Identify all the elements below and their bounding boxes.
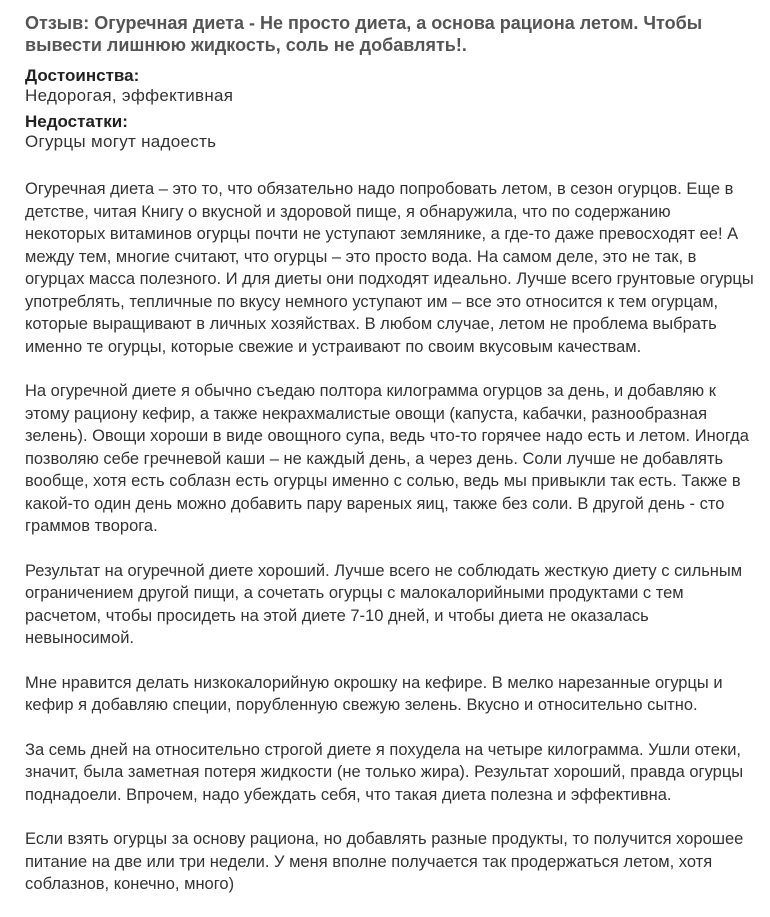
review-paragraph-6: Если взять огурцы за основу рациона, но добавлять разные продукты, то получится хорошее питание на две или три недели. У меня вполне получается так продержаться летом, хотя соблазнов, конечно, много) <box>25 830 744 893</box>
review-paragraph-3: Результат на огуречной диете хороший. Лучше всего не соблюдать жесткую диету с сильным ограничением другой пищи, а сочетать огурцы с малокалорийными продуктами с тем расчетом, чтобы просидеть на этой диете 7-10 дней, и чтобы диета не оказалась невыносимой. <box>25 561 743 647</box>
pros-label: Достоинства: <box>25 66 140 85</box>
review-paragraph-5: За семь дней на относительно строгой диете я похудела на четыре килограмма. Ушли отеки, значит, была заметная потеря жидкости (не только жира). Результат хороший, правда огурцы поднадоели. Впрочем, надо убеждать себя, что такая диета полезна и эффективна. <box>25 740 744 804</box>
cons-label: Недостатки: <box>25 112 128 131</box>
review-paragraph-4: Мне нравится делать низкокалорийную окрошку на кефире. В мелко нарезанные огурцы и кефир я добавляю специи, порубленную свежую зелень. Вкусно и относительно сытно. <box>25 673 723 714</box>
review-title: Отзыв: Огуречная диета - Не просто диета, а основа рациона летом. Чтобы вывести лишнюю жидкость, соль не добавлять!. <box>25 13 703 55</box>
cons-value: Огурцы могут надоесть <box>25 132 217 151</box>
review-paragraph-2: На огуречной диете я обычно съедаю полтора килограмма огурцов за день, и добавляю к этому рациону кефир, а также некрахмалистые овощи (капуста, кабачки, разнообразная зелень). Овощи хороши в виде овощного супа, ведь что-то горячее надо есть и летом. Иногда позволяю себе гречневой каши – не каждый день, а через день. Соли лучше не добавлять вообще, хотя есть соблазн есть огурцы именно с солью, ведь мы привыкли так есть. Также в какой-то один день можно добавить пару вареных яиц, также без соли. В другой день - сто граммов творога. <box>25 382 749 535</box>
review-paragraph-1: Огуречная диета – это то, что обязательно надо попробовать летом, в сезон огурцов. Еще в детстве, читая Книгу о вкусной и здоровой пище, я обнаружила, что по содержанию некоторых витаминов огурцы почти не уступают землянике, а где-то даже превосходят ее! А между тем, многие считают, что огурцы – это просто вода. На самом деле, это не так, в огурцах масса полезного. И для диеты они подходят идеально. Лучше всего грунтовые огурцы употреблять, тепличные по вкусу немного уступают им – все это относится к тем огурцам, которые выращивают в личных хозяйствах. В любом случае, летом не проблема выбрать именно те огурцы, которые свежие и устраивают по своим вкусовым качествам. <box>25 180 754 356</box>
pros-value: Недорогая, эффективная <box>25 86 234 105</box>
